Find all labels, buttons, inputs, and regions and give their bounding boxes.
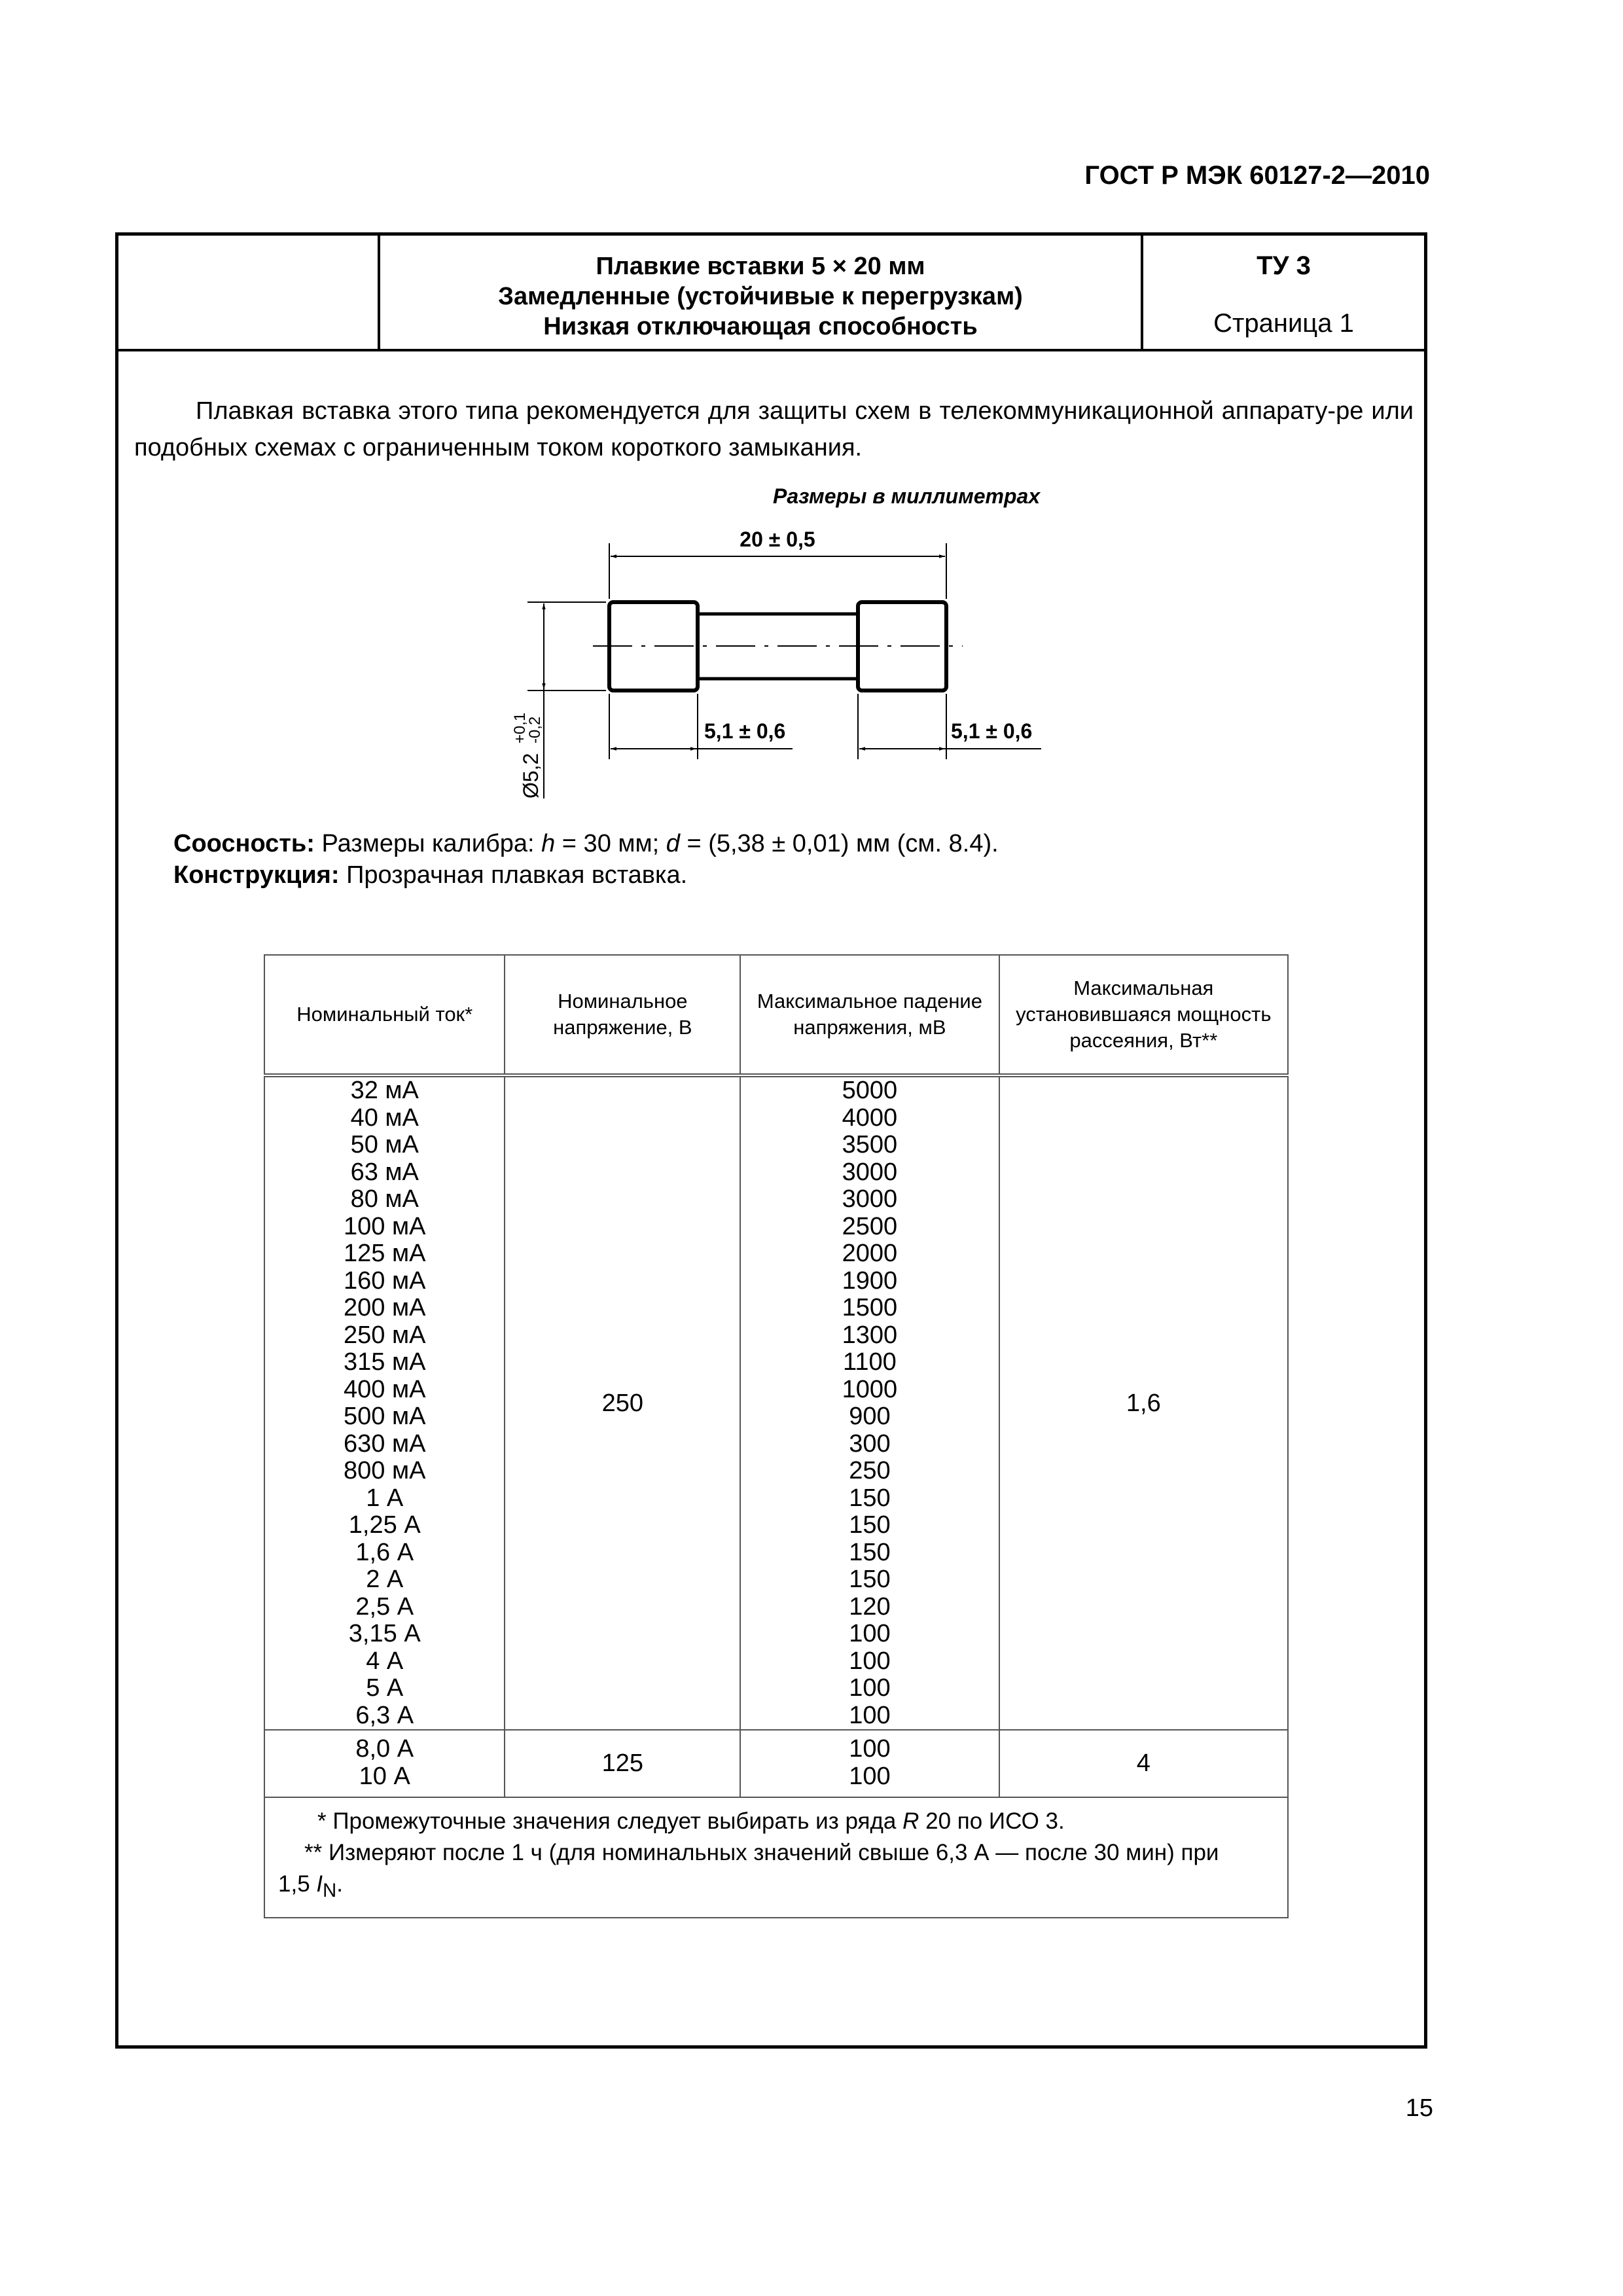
drop-value-item: 4000 <box>842 1103 898 1132</box>
page-number: 15 <box>1405 2094 1433 2122</box>
document-frame <box>115 232 1427 2049</box>
current-value-item: 630 мА <box>344 1429 426 1458</box>
current-value-item: 4 А <box>366 1647 404 1675</box>
group1-drops <box>740 1075 999 1730</box>
header-current: Номинальный ток* <box>264 955 505 1075</box>
drop-value-item: 100 <box>849 1735 891 1763</box>
current-value-item: 5 А <box>366 1674 404 1702</box>
drop-value-item: 2500 <box>842 1212 898 1240</box>
current-value-item: 40 мА <box>350 1103 419 1132</box>
construction-label: Конструкция: <box>173 861 340 889</box>
current-value-item: 10 А <box>359 1762 410 1790</box>
sheet-code: ТУ 3 <box>1257 251 1311 280</box>
drop-value-item: 100 <box>849 1620 891 1647</box>
drop-value-item: 100 <box>849 1701 891 1729</box>
drop-value-item: 1000 <box>842 1375 898 1403</box>
current-value-item: 6,3 А <box>355 1701 414 1729</box>
table-row <box>264 1730 1288 1797</box>
current-value-item: 1,25 А <box>348 1511 421 1539</box>
group1-power: 1,6 <box>999 1075 1288 1730</box>
header-power: Максимальная установившаяся мощность рассеяния, Вт** <box>999 955 1288 1075</box>
drop-value-item: 120 <box>849 1592 891 1621</box>
drop-value-item: 3500 <box>842 1131 898 1158</box>
current-value-item: 2 А <box>366 1566 404 1593</box>
fuse-drawing <box>118 236 1427 825</box>
drop-value-item: 900 <box>849 1403 891 1430</box>
group2-drops <box>740 1730 999 1797</box>
diameter-tol-upper: +0,1 <box>511 712 529 744</box>
current-value-item: 3,15 А <box>348 1620 421 1647</box>
drop-value-item: 1300 <box>842 1321 898 1349</box>
left-cap-label: 5,1 ± 0,6 <box>704 719 786 743</box>
table-header-row <box>264 955 1288 1075</box>
note-2-cont: 1,5 $I_N$. <box>278 1871 343 1901</box>
drop-value-item: 150 <box>849 1566 891 1593</box>
drop-value-item: 100 <box>849 1674 891 1702</box>
length-label: 20 ± 0,5 <box>740 528 815 551</box>
current-value-item: 125 мА <box>344 1240 426 1267</box>
intro-paragraph: Плавкая вставка этого типа рекомендуется для защиты схем в телекоммуникационной аппарату-ре или подобных схемах с ограниченным током короткого замыкания. <box>134 397 1414 461</box>
header-voltage: Номинальное напряжение, В <box>505 955 740 1075</box>
drop-value-item: 3000 <box>842 1185 898 1213</box>
current-value-item: 63 мА <box>350 1158 419 1186</box>
note-2: ** Измеряют после 1 ч (для номинальных значений свыше 6,3 А — после 30 мин) при <box>304 1840 1219 1865</box>
drop-value-item: 300 <box>849 1429 891 1458</box>
drop-value-item: 250 <box>849 1457 891 1484</box>
header-drop: Максимальное падение напряжения, мВ <box>740 955 999 1075</box>
drop-value-item: 1100 <box>843 1348 897 1376</box>
current-value-item: 8,0 А <box>355 1735 414 1763</box>
coaxiality-line: Соосность: Размеры калибра: h = 30 мм; d = (5,38 ± 0,01) мм (см. 8.4). <box>173 830 999 857</box>
table-row <box>264 1075 1288 1730</box>
rating-table <box>264 954 1289 1918</box>
current-value-item: 800 мА <box>344 1457 426 1484</box>
drop-value-item: 150 <box>849 1538 891 1566</box>
current-value-item: 2,5 А <box>355 1592 414 1621</box>
current-value-item: 80 мА <box>350 1185 419 1213</box>
dimension-caption: Размеры в миллиметрах <box>773 484 1041 508</box>
drop-value-item: 3000 <box>842 1158 898 1186</box>
diameter-label: Ø5,2 <box>519 753 543 798</box>
drop-value-item: 150 <box>849 1484 891 1512</box>
drop-value-item: 2000 <box>842 1240 898 1267</box>
sheet-page: Страница 1 <box>1213 309 1354 338</box>
diameter-tol-lower: -0,2 <box>526 716 544 744</box>
drop-value-item: 1900 <box>842 1266 898 1295</box>
title-line-3: Низкая отключающая способность <box>543 313 978 340</box>
current-value-item: 100 мА <box>344 1212 426 1240</box>
doc-code: ГОСТ Р МЭК 60127-2—2010 <box>1084 161 1430 190</box>
group2-currents <box>264 1730 505 1797</box>
current-value-item: 200 мА <box>344 1294 426 1321</box>
current-value-item: 400 мА <box>344 1375 426 1403</box>
current-value-item: 500 мА <box>344 1403 426 1430</box>
current-value-item: 50 мА <box>350 1131 419 1158</box>
title-line-2: Замедленные (устойчивые к перегрузкам) <box>498 283 1023 310</box>
current-value-item: 1,6 А <box>355 1538 414 1566</box>
construction-line: Конструкция: Прозрачная плавкая вставка. <box>173 861 688 889</box>
current-value-item: 250 мА <box>344 1321 426 1349</box>
drop-value-item: 100 <box>849 1762 891 1790</box>
right-cap-label: 5,1 ± 0,6 <box>951 719 1033 743</box>
table-notes-row <box>264 1797 1288 1918</box>
current-value-item: 315 мА <box>344 1348 426 1376</box>
coaxiality-label: Соосность: <box>173 830 315 857</box>
group1-voltage: 250 <box>505 1075 740 1730</box>
current-value-item: 160 мА <box>344 1266 426 1295</box>
drop-value-item: 100 <box>849 1647 891 1675</box>
group2-power: 4 <box>999 1730 1288 1797</box>
table-notes <box>264 1797 1288 1918</box>
group1-currents <box>264 1075 505 1730</box>
note-1: * Промежуточные значения следует выбирать из ряда R 20 по ИСО 3. <box>317 1808 1065 1834</box>
group2-voltage: 125 <box>505 1730 740 1797</box>
drop-value-item: 1500 <box>842 1294 898 1321</box>
current-value-item: 32 мА <box>350 1077 419 1104</box>
current-value-item: 1 А <box>366 1484 404 1512</box>
title-line-1: Плавкие вставки 5 × 20 мм <box>596 253 925 280</box>
drop-value-item: 5000 <box>842 1077 898 1104</box>
drop-value-item: 150 <box>849 1511 891 1539</box>
